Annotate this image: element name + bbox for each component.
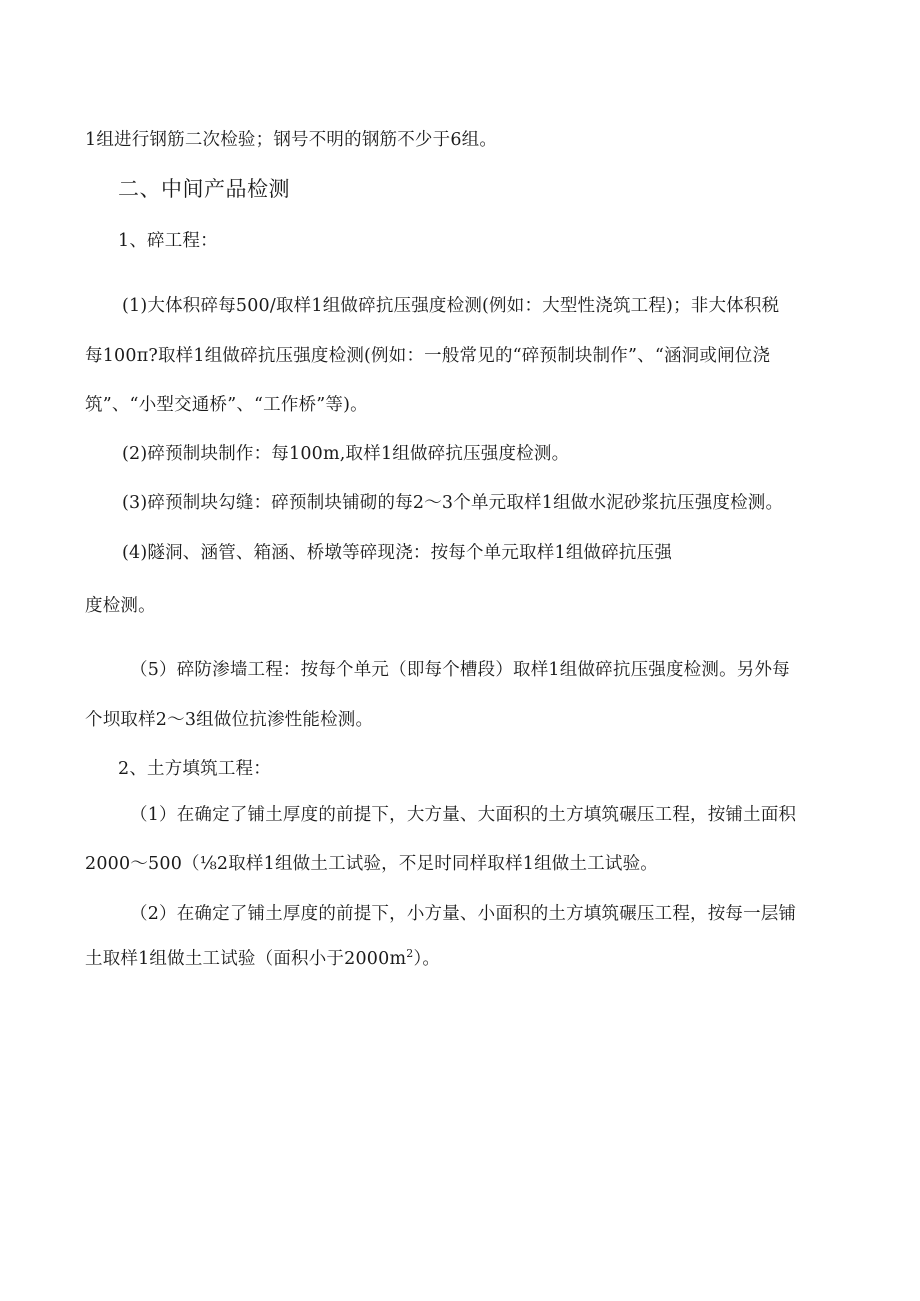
paragraph-line-9: （5）碎防渗墙工程：按每个单元（即每个槽段）取样1组做碎抗压强度检测。另外每 — [130, 660, 790, 680]
paragraph-line-1: 1组进行钢筋二次检验；钢号不明的钢筋不少于6组。 — [85, 130, 498, 150]
paragraph-line-3: 每100π?取样1组做碎抗压强度检测(例如：一般常见的“碎预制块制作”、“涵洞或闸位浇 — [85, 346, 771, 366]
paragraph-line-13: （2）在确定了铺土厚度的前提下，小方量、小面积的土方填筑碾压工程，按每一层铺 — [130, 904, 797, 924]
paragraph-line-14 — [85, 948, 440, 970]
superscript-2: 2 — [406, 947, 414, 960]
paragraph-line-7: (4)隧洞、涵管、箱涵、桥墩等碎现浇：按每个单元取样1组做碎抗压强 — [122, 543, 673, 563]
paragraph-line-12: 2000～500（⅛2取样1组做土工试验，不足时同样取样1组做土工试验。 — [85, 854, 658, 874]
subsection-earthwork-title: 2、土方填筑工程： — [118, 759, 271, 779]
paragraph-line-5: (2)碎预制块制作：每100m,取样1组做碎抗压强度检测。 — [122, 444, 570, 464]
paragraph-line-11: （1）在确定了铺土厚度的前提下，大方量、大面积的土方填筑碾压工程，按铺土面积 — [130, 805, 797, 825]
section-heading: 二、中间产品检测 — [118, 177, 290, 201]
paragraph-line-8: 度检测。 — [85, 596, 156, 616]
paragraph-line-10: 个坝取样2～3组做位抗渗性能检测。 — [85, 710, 374, 730]
paragraph-line-2: (1)大体积碎每500/取样1组做碎抗压强度检测(例如：大型性浇筑工程)；非大体积税 — [122, 296, 780, 316]
paragraph-line-14-end: ）。 — [413, 949, 441, 969]
paragraph-line-6: (3)碎预制块勾缝：碎预制块铺砌的每2～3个单元取样1组做水泥砂浆抗压强度检测。 — [122, 493, 784, 513]
paragraph-line-4: 筑”、“小型交通桥”、“工作桥”等)。 — [85, 395, 368, 415]
paragraph-line-14-text: 土取样1组做土工试验（面积小于2000m — [85, 949, 407, 969]
subsection-concrete-title: 1、碎工程： — [118, 231, 218, 251]
